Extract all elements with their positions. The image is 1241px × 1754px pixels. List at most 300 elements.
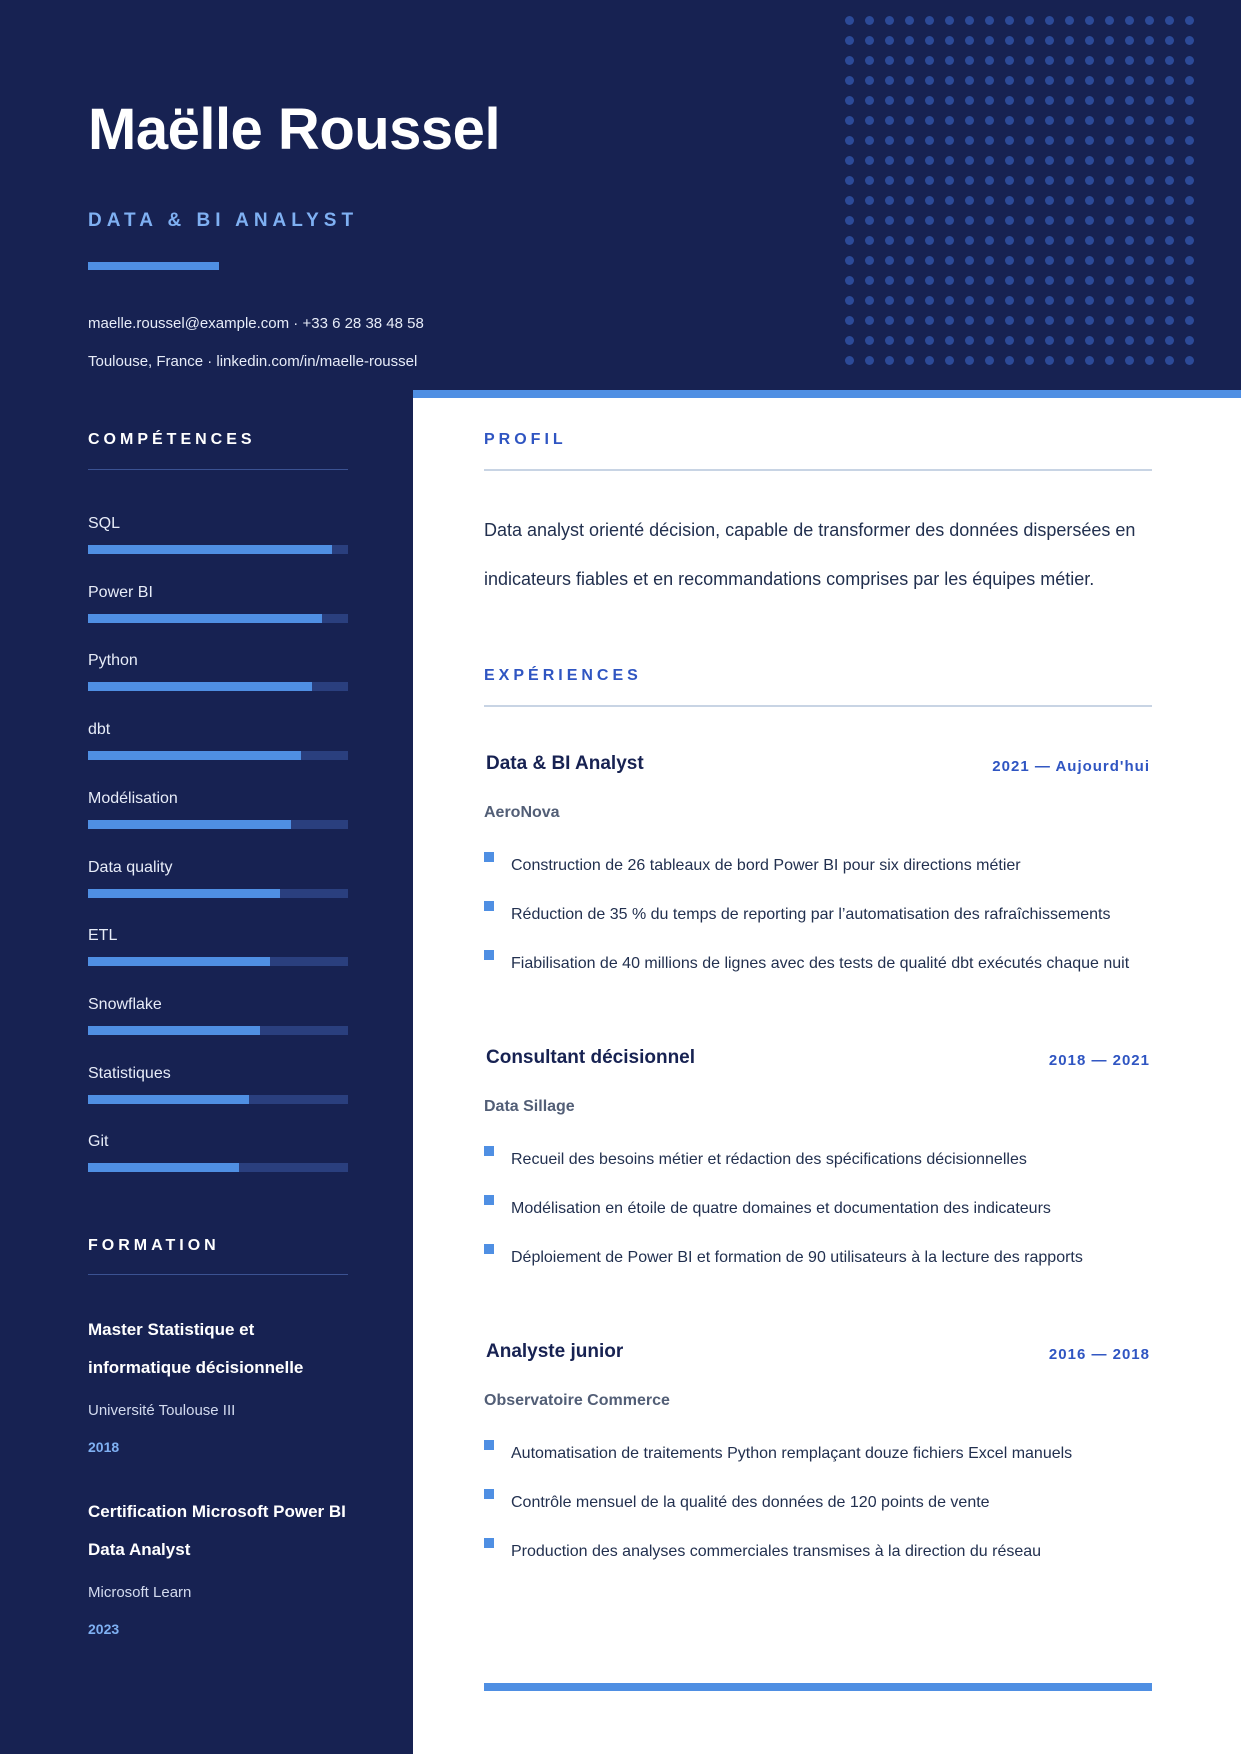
decorative-dot (1145, 176, 1154, 185)
decorative-dot (1065, 236, 1074, 245)
decorative-dot (1125, 96, 1134, 105)
decorative-dot (845, 36, 854, 45)
decorative-dot (1145, 136, 1154, 145)
footer-accent-bar (484, 1683, 1152, 1691)
decorative-dot (885, 356, 894, 365)
decorative-dot (1185, 176, 1194, 185)
decorative-dot (945, 236, 954, 245)
bullet-square-icon (484, 950, 494, 960)
bullet-square-icon (484, 1146, 494, 1156)
decorative-dot (1005, 276, 1014, 285)
decorative-dot (845, 236, 854, 245)
decorative-dot (925, 276, 934, 285)
decorative-dot (845, 116, 854, 125)
decorative-dot (1145, 336, 1154, 345)
decorative-dot (905, 56, 914, 65)
decorative-dot (945, 216, 954, 225)
decorative-dot (1005, 256, 1014, 265)
decorative-dot (1145, 16, 1154, 25)
decorative-dot (1165, 216, 1174, 225)
decorative-dot (965, 16, 974, 25)
decorative-dot (985, 176, 994, 185)
decorative-dot (1125, 316, 1134, 325)
decorative-dot (905, 276, 914, 285)
decorative-dot (1105, 256, 1114, 265)
decorative-dot (1045, 156, 1054, 165)
decorative-dot (1045, 356, 1054, 365)
decorative-dot (965, 176, 974, 185)
decorative-dot (1085, 316, 1094, 325)
skill-label: Git (88, 1133, 109, 1151)
decorative-dot (1065, 16, 1074, 25)
decorative-dot (1165, 136, 1174, 145)
decorative-dot (1025, 96, 1034, 105)
decorative-dot (1085, 136, 1094, 145)
decorative-dot (905, 316, 914, 325)
decorative-dot (845, 276, 854, 285)
decorative-dot (1105, 236, 1114, 245)
decorative-dot (1005, 216, 1014, 225)
decorative-dot (1085, 296, 1094, 305)
decorative-dot (1145, 276, 1154, 285)
decorative-dot (1065, 156, 1074, 165)
decorative-dot (925, 256, 934, 265)
decorative-dot (945, 136, 954, 145)
decorative-dot (905, 156, 914, 165)
decorative-dot (985, 296, 994, 305)
decorative-dot (1185, 296, 1194, 305)
skill-level-bar (88, 1026, 348, 1035)
decorative-dot (985, 256, 994, 265)
skill-level-fill (88, 957, 270, 966)
skill-label: Data quality (88, 858, 173, 876)
job-bullet: Réduction de 35 % du temps de reporting par l’automatisation des rafraîchissements (511, 906, 1111, 923)
decorative-dot (1085, 236, 1094, 245)
decorative-dot (865, 316, 874, 325)
decorative-dot (865, 156, 874, 165)
decorative-dot (985, 336, 994, 345)
decorative-dot (845, 176, 854, 185)
decorative-dot (905, 76, 914, 85)
decorative-dot (1005, 236, 1014, 245)
decorative-dot (1125, 176, 1134, 185)
decorative-dot (1025, 256, 1034, 265)
decorative-dot (1065, 36, 1074, 45)
skill-label: Python (88, 652, 138, 670)
decorative-dot (945, 256, 954, 265)
decorative-dot (1185, 96, 1194, 105)
decorative-dot (845, 56, 854, 65)
decorative-dot (1085, 196, 1094, 205)
decorative-dot (845, 356, 854, 365)
decorative-dot (1185, 316, 1194, 325)
job-bullet: Déploiement de Power BI et formation de 90 utilisateurs à la lecture des rapports (511, 1249, 1083, 1266)
decorative-dot (965, 196, 974, 205)
decorative-dot (1065, 96, 1074, 105)
skill-level-bar (88, 545, 348, 554)
decorative-dot (905, 196, 914, 205)
decorative-dot (1025, 356, 1034, 365)
decorative-dot (1025, 16, 1034, 25)
decorative-dot (945, 56, 954, 65)
decorative-dot (945, 116, 954, 125)
bullet-square-icon (484, 852, 494, 862)
decorative-dot (1105, 156, 1114, 165)
decorative-dot (865, 36, 874, 45)
decorative-dot (1025, 156, 1034, 165)
decorative-dot (925, 156, 934, 165)
decorative-dot (1165, 36, 1174, 45)
decorative-dot (985, 116, 994, 125)
decorative-dot (1005, 176, 1014, 185)
decorative-dot (965, 216, 974, 225)
decorative-dot (1165, 276, 1174, 285)
education-heading: FORMATION (88, 1237, 220, 1254)
decorative-dot (945, 336, 954, 345)
decorative-dot (1105, 56, 1114, 65)
profile-divider (484, 469, 1152, 471)
decorative-dot (985, 196, 994, 205)
decorative-dot (1145, 196, 1154, 205)
decorative-dot (865, 96, 874, 105)
decorative-dot (1045, 336, 1054, 345)
decorative-dot (925, 16, 934, 25)
decorative-dot (1025, 236, 1034, 245)
skill-level-bar (88, 889, 348, 898)
job-bullet: Automatisation de traitements Python remplaçant douze fichiers Excel manuels (511, 1445, 1073, 1462)
decorative-dot (905, 36, 914, 45)
decorative-dot (925, 196, 934, 205)
decorative-dot (985, 156, 994, 165)
decorative-dot (845, 16, 854, 25)
skill-level-bar (88, 820, 348, 829)
experience-divider (484, 705, 1152, 707)
decorative-dot (945, 16, 954, 25)
decorative-dot (1045, 36, 1054, 45)
decorative-dot (1085, 16, 1094, 25)
decorative-dot (1065, 176, 1074, 185)
decorative-dot (1065, 56, 1074, 65)
decorative-dot (1045, 316, 1054, 325)
decorative-dot (1165, 316, 1174, 325)
decorative-dot (885, 176, 894, 185)
skill-level-fill (88, 682, 312, 691)
decorative-dot (1025, 76, 1034, 85)
decorative-dot (905, 356, 914, 365)
decorative-dot (885, 116, 894, 125)
decorative-dot (845, 336, 854, 345)
decorative-dot (1045, 216, 1054, 225)
decorative-dot (1125, 196, 1134, 205)
decorative-dot (905, 236, 914, 245)
job-role: Consultant décisionnel (486, 1047, 696, 1068)
decorative-dot (925, 56, 934, 65)
decorative-dot (865, 296, 874, 305)
decorative-dot (1165, 336, 1174, 345)
decorative-dot (905, 176, 914, 185)
decorative-dot (1025, 36, 1034, 45)
education-year: 2018 (88, 1439, 120, 1455)
skills-divider (88, 469, 348, 470)
decorative-dot (965, 296, 974, 305)
decorative-dot (905, 136, 914, 145)
decorative-dot (885, 156, 894, 165)
decorative-dot (1185, 256, 1194, 265)
decorative-dot (1125, 156, 1134, 165)
education-school: Microsoft Learn (88, 1584, 192, 1601)
decorative-dot (945, 296, 954, 305)
decorative-dot (1005, 356, 1014, 365)
decorative-dot (845, 216, 854, 225)
decorative-dot (965, 276, 974, 285)
decorative-dot (865, 56, 874, 65)
decorative-dot (1185, 156, 1194, 165)
decorative-dot (1105, 276, 1114, 285)
job-bullet: Modélisation en étoile de quatre domaines et documentation des indicateurs (511, 1200, 1051, 1217)
decorative-dot (1005, 296, 1014, 305)
decorative-dot (1185, 336, 1194, 345)
decorative-dot (845, 156, 854, 165)
decorative-dot (1085, 36, 1094, 45)
decorative-dot (1105, 316, 1114, 325)
skill-label: SQL (88, 515, 121, 532)
decorative-dot (845, 316, 854, 325)
decorative-dot (965, 56, 974, 65)
decorative-dot (1045, 96, 1054, 105)
decorative-dot (845, 256, 854, 265)
decorative-dot (1125, 136, 1134, 145)
decorative-dot (1125, 36, 1134, 45)
skill-label: Statistiques (88, 1064, 171, 1082)
decorative-dot (1145, 36, 1154, 45)
decorative-dot (1165, 96, 1174, 105)
decorative-dot (1065, 196, 1074, 205)
skill-label: ETL (88, 927, 118, 945)
decorative-dot (925, 216, 934, 225)
decorative-dot (1125, 356, 1134, 365)
contact-location-linkedin: Toulouse, France · linkedin.com/in/maelle-roussel (88, 353, 418, 370)
decorative-dot (865, 16, 874, 25)
decorative-dot (865, 236, 874, 245)
decorative-dot (1125, 56, 1134, 65)
decorative-dot (1025, 216, 1034, 225)
decorative-dot (865, 276, 874, 285)
decorative-dot (1005, 16, 1014, 25)
profile-heading: PROFIL (484, 431, 567, 448)
decorative-dot (1165, 256, 1174, 265)
decorative-dot (925, 236, 934, 245)
decorative-dot (925, 116, 934, 125)
decorative-dot (885, 76, 894, 85)
decorative-dot (925, 336, 934, 345)
decorative-dot (865, 356, 874, 365)
decorative-dot (1045, 196, 1054, 205)
decorative-dot (1185, 276, 1194, 285)
decorative-dot (885, 36, 894, 45)
skill-label: Snowflake (88, 995, 162, 1013)
skill-level-fill (88, 820, 291, 829)
decorative-dot (1165, 196, 1174, 205)
education-degree: Certification Microsoft Power BI Data Analyst (88, 1502, 346, 1559)
decorative-dot (925, 176, 934, 185)
decorative-dot (1145, 56, 1154, 65)
decorative-dot (865, 136, 874, 145)
decorative-dot (925, 96, 934, 105)
decorative-dot (1165, 236, 1174, 245)
decorative-dot (1045, 296, 1054, 305)
decorative-dot (865, 116, 874, 125)
decorative-dot (1125, 276, 1134, 285)
education-year: 2023 (88, 1621, 120, 1637)
decorative-dot (885, 56, 894, 65)
decorative-dot (905, 16, 914, 25)
decorative-dot (1105, 176, 1114, 185)
skill-level-fill (88, 614, 322, 623)
decorative-dot (985, 276, 994, 285)
decorative-dot (885, 96, 894, 105)
decorative-dot (1025, 316, 1034, 325)
decorative-dot (965, 236, 974, 245)
decorative-dot (865, 76, 874, 85)
skill-level-bar (88, 1163, 348, 1172)
decorative-dot (965, 156, 974, 165)
decorative-dot (985, 96, 994, 105)
decorative-dot (1085, 176, 1094, 185)
contact-email-phone: maelle.roussel@example.com · +33 6 28 38 48 58 (88, 315, 424, 332)
decorative-dot (845, 196, 854, 205)
skill-level-bar (88, 682, 348, 691)
decorative-dot (1145, 296, 1154, 305)
decorative-dot (905, 116, 914, 125)
decorative-dot (945, 276, 954, 285)
decorative-dot (845, 296, 854, 305)
decorative-dot (985, 36, 994, 45)
decorative-dot (885, 196, 894, 205)
bullet-square-icon (484, 901, 494, 911)
job-bullet: Contrôle mensuel de la qualité des données de 120 points de vente (511, 1494, 990, 1511)
decorative-dot (1085, 256, 1094, 265)
decorative-dot (905, 256, 914, 265)
decorative-dot (865, 256, 874, 265)
decorative-dot (1145, 216, 1154, 225)
decorative-dot (1125, 296, 1134, 305)
decorative-dot (985, 236, 994, 245)
dot-pattern-decoration (845, 16, 1205, 371)
decorative-dot (1165, 56, 1174, 65)
decorative-dot (965, 256, 974, 265)
decorative-dot (945, 156, 954, 165)
decorative-dot (905, 336, 914, 345)
decorative-dot (1185, 56, 1194, 65)
decorative-dot (1005, 316, 1014, 325)
decorative-dot (1145, 356, 1154, 365)
skill-level-bar (88, 614, 348, 623)
decorative-dot (1085, 56, 1094, 65)
decorative-dot (1005, 156, 1014, 165)
decorative-dot (885, 296, 894, 305)
decorative-dot (1005, 136, 1014, 145)
decorative-dot (885, 16, 894, 25)
job-dates: 2016 — 2018 (1048, 1346, 1150, 1363)
skill-level-bar (88, 957, 348, 966)
skill-level-fill (88, 889, 280, 898)
decorative-dot (1145, 156, 1154, 165)
job-role: Analyste junior (486, 1341, 624, 1362)
decorative-dot (1065, 256, 1074, 265)
decorative-dot (865, 196, 874, 205)
decorative-dot (945, 356, 954, 365)
bullet-square-icon (484, 1538, 494, 1548)
decorative-dot (1045, 56, 1054, 65)
decorative-dot (965, 316, 974, 325)
decorative-dot (985, 216, 994, 225)
decorative-dot (1085, 276, 1094, 285)
skill-level-fill (88, 1095, 249, 1104)
decorative-dot (925, 356, 934, 365)
decorative-dot (1125, 16, 1134, 25)
decorative-dot (1065, 316, 1074, 325)
decorative-dot (1005, 116, 1014, 125)
decorative-dot (1165, 356, 1174, 365)
decorative-dot (965, 136, 974, 145)
decorative-dot (1025, 176, 1034, 185)
decorative-dot (1185, 116, 1194, 125)
decorative-dot (925, 316, 934, 325)
skill-level-fill (88, 1026, 260, 1035)
decorative-dot (1025, 116, 1034, 125)
decorative-dot (1005, 76, 1014, 85)
decorative-dot (1125, 216, 1134, 225)
decorative-dot (985, 76, 994, 85)
decorative-dot (1125, 76, 1134, 85)
bullet-square-icon (484, 1489, 494, 1499)
decorative-dot (1025, 296, 1034, 305)
decorative-dot (1125, 336, 1134, 345)
decorative-dot (1025, 196, 1034, 205)
decorative-dot (1125, 236, 1134, 245)
decorative-dot (1145, 256, 1154, 265)
decorative-dot (1025, 336, 1034, 345)
decorative-dot (865, 176, 874, 185)
skill-level-fill (88, 751, 301, 760)
decorative-dot (1165, 116, 1174, 125)
decorative-dot (1085, 156, 1094, 165)
decorative-dot (1105, 96, 1114, 105)
decorative-dot (1185, 236, 1194, 245)
decorative-dot (1185, 16, 1194, 25)
decorative-dot (1065, 276, 1074, 285)
decorative-dot (1105, 76, 1114, 85)
decorative-dot (1185, 136, 1194, 145)
decorative-dot (1145, 76, 1154, 85)
decorative-dot (885, 236, 894, 245)
decorative-dot (1065, 296, 1074, 305)
decorative-dot (965, 96, 974, 105)
decorative-dot (1125, 256, 1134, 265)
candidate-name: Maëlle Roussel (88, 97, 501, 162)
decorative-dot (1085, 116, 1094, 125)
decorative-dot (1145, 116, 1154, 125)
decorative-dot (1045, 136, 1054, 145)
decorative-dot (1005, 36, 1014, 45)
decorative-dot (1025, 136, 1034, 145)
job-dates: 2018 — 2021 (1048, 1052, 1150, 1069)
bullet-square-icon (484, 1440, 494, 1450)
decorative-dot (1105, 16, 1114, 25)
decorative-dot (1185, 216, 1194, 225)
skill-label: Power BI (88, 583, 153, 601)
title-underline (88, 262, 219, 270)
